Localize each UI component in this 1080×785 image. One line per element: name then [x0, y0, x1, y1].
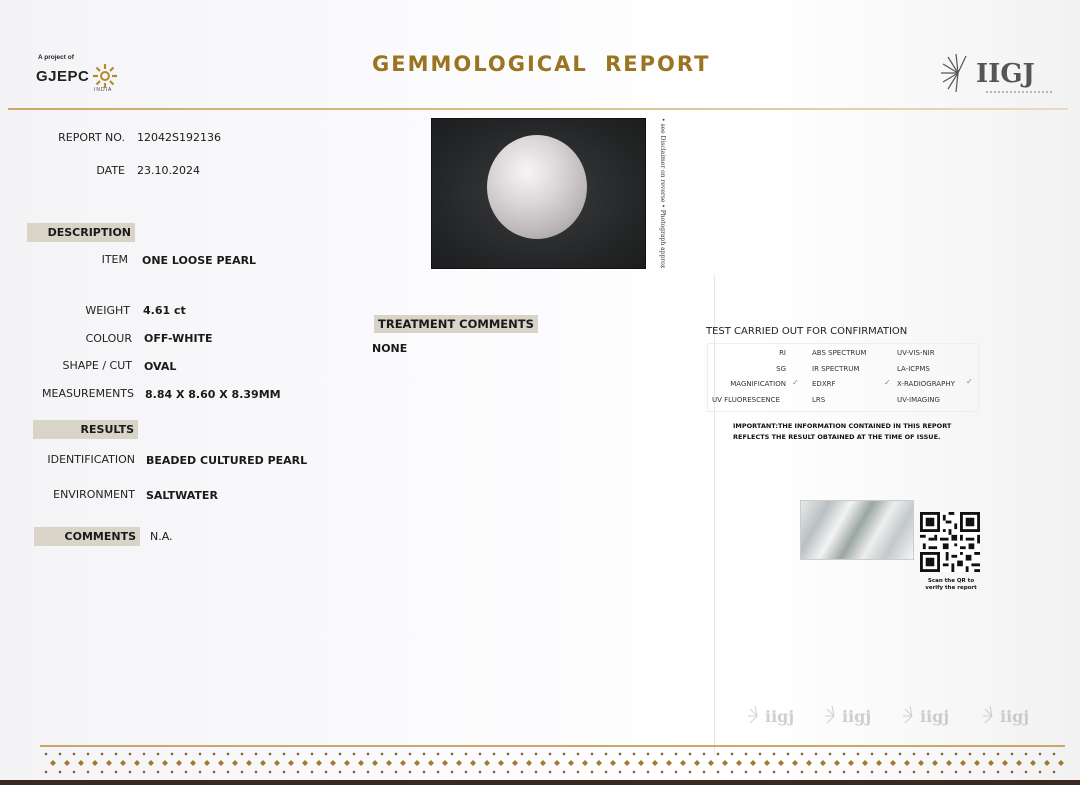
border-diamond	[730, 770, 733, 773]
border-diamond	[394, 770, 397, 773]
check-icon: ✓	[792, 378, 799, 387]
border-diamond	[50, 760, 56, 766]
border-diamond	[862, 760, 868, 766]
border-diamond	[988, 760, 994, 766]
border-diamond	[170, 770, 173, 773]
description-heading: DESCRIPTION	[27, 223, 135, 242]
border-diamond	[688, 752, 691, 755]
border-diamond	[534, 752, 537, 755]
border-diamond	[100, 752, 103, 755]
border-diamond	[904, 760, 910, 766]
check-icon: ✓	[966, 377, 973, 386]
border-diamond	[562, 752, 565, 755]
border-diamond	[484, 760, 490, 766]
border-diamond	[268, 770, 271, 773]
border-diamond	[498, 760, 504, 766]
environment-label: ENVIRONMENT	[53, 488, 135, 501]
border-diamond	[428, 760, 434, 766]
border-diamond	[568, 760, 574, 766]
border-diamond	[310, 770, 313, 773]
border-diamond	[338, 770, 341, 773]
border-diamond	[282, 752, 285, 755]
item-label: ITEM	[101, 253, 128, 266]
border-diamond	[946, 760, 952, 766]
border-diamond	[688, 770, 691, 773]
iigj-watermark	[745, 700, 819, 730]
border-diamond	[512, 760, 518, 766]
border-diamond	[254, 752, 257, 755]
border-diamond	[954, 752, 957, 755]
border-diamond	[646, 770, 649, 773]
border-diamond	[86, 770, 89, 773]
shape-value: OVAL	[144, 360, 177, 373]
colour-value: OFF-WHITE	[144, 332, 213, 345]
border-diamond	[604, 770, 607, 773]
border-diamond	[708, 760, 714, 766]
border-diamond	[968, 752, 971, 755]
border-diamond	[870, 770, 873, 773]
border-diamond	[800, 752, 803, 755]
border-diamond	[912, 770, 915, 773]
test-la-icpms: LA-ICPMS	[897, 365, 930, 373]
border-diamond	[632, 770, 635, 773]
border-diamond	[288, 760, 294, 766]
report-no-label: REPORT NO.	[58, 131, 125, 144]
border-diamond	[120, 760, 126, 766]
test-ir-spectrum: IR SPECTRUM	[812, 365, 860, 373]
header-divider	[8, 108, 1068, 110]
border-diamond	[436, 752, 439, 755]
border-diamond	[652, 760, 658, 766]
border-diamond	[744, 770, 747, 773]
border-diamond	[240, 752, 243, 755]
border-diamond	[758, 770, 761, 773]
treatment-heading: TREATMENT COMMENTS	[374, 315, 538, 333]
border-diamond	[190, 760, 196, 766]
border-diamond	[380, 752, 383, 755]
border-diamond	[576, 752, 579, 755]
border-diamond	[324, 770, 327, 773]
test-uv-fluorescence: UV FLUORESCENCE	[712, 396, 780, 404]
border-diamond	[834, 760, 840, 766]
border-diamond	[638, 760, 644, 766]
border-diamond	[400, 760, 406, 766]
border-diamond	[344, 760, 350, 766]
important-text: THE INFORMATION CONTAINED IN THIS REPORT REFLECTS THE RESULT OBTAINED AT THE TIME OF ISSUE.	[733, 422, 952, 441]
border-diamond	[296, 752, 299, 755]
border-diamond	[526, 760, 532, 766]
border-diamond	[1010, 752, 1013, 755]
border-diamond	[72, 770, 75, 773]
test-ri: RI	[779, 349, 786, 357]
border-diamond	[302, 760, 308, 766]
border-diamond	[1038, 752, 1041, 755]
important-label: IMPORTANT:	[733, 422, 778, 430]
border-diamond	[982, 770, 985, 773]
comments-value: N.A.	[150, 530, 173, 543]
border-diamond	[554, 760, 560, 766]
test-uv-imaging: UV-IMAGING	[897, 396, 940, 404]
border-diamond	[814, 752, 817, 755]
border-diamond	[478, 770, 481, 773]
border-diamond	[618, 770, 621, 773]
border-diamond	[352, 752, 355, 755]
border-diamond	[64, 760, 70, 766]
colour-label: COLOUR	[85, 332, 132, 345]
border-diamond	[730, 752, 733, 755]
border-diamond	[198, 770, 201, 773]
border-diamond	[576, 770, 579, 773]
border-diamond	[114, 770, 117, 773]
border-diamond	[996, 770, 999, 773]
border-diamond	[786, 752, 789, 755]
border-diamond	[1038, 770, 1041, 773]
border-diamond	[338, 752, 341, 755]
border-diamond	[296, 770, 299, 773]
border-diamond	[352, 770, 355, 773]
measurements-value: 8.84 X 8.60 X 8.39MM	[145, 388, 281, 401]
important-note	[733, 421, 981, 443]
border-diamond	[666, 760, 672, 766]
border-diamond	[744, 752, 747, 755]
border-diamond	[358, 760, 364, 766]
border-diamond	[372, 760, 378, 766]
border-diamond	[128, 770, 131, 773]
border-diamond	[386, 760, 392, 766]
weight-value: 4.61 ct	[143, 304, 186, 317]
weight-label: WEIGHT	[85, 304, 130, 317]
border-diamond	[408, 752, 411, 755]
border-diamond	[506, 752, 509, 755]
gjepc-sun-icon	[92, 63, 118, 89]
border-diamond	[100, 770, 103, 773]
border-diamond	[912, 752, 915, 755]
border-diamond	[610, 760, 616, 766]
border-diamond	[814, 770, 817, 773]
test-edxrf: EDXRF	[812, 380, 836, 388]
check-icon: ✓	[884, 378, 891, 387]
border-diamond	[870, 752, 873, 755]
border-diamond	[590, 770, 593, 773]
qr-caption: Scan the QR to verify the report	[925, 578, 977, 591]
border-diamond	[996, 752, 999, 755]
border-diamond	[470, 760, 476, 766]
border-diamond	[366, 770, 369, 773]
border-diamond	[926, 770, 929, 773]
border-diamond	[156, 752, 159, 755]
pearl-image	[487, 135, 587, 239]
border-diamond	[618, 752, 621, 755]
border-diamond	[716, 752, 719, 755]
results-heading: RESULTS	[33, 420, 138, 439]
border-diamond	[520, 752, 523, 755]
test-lrs: LRS	[812, 396, 826, 404]
treatment-value: NONE	[372, 342, 408, 355]
identification-label: IDENTIFICATION	[47, 453, 135, 466]
border-diamond	[198, 752, 201, 755]
border-diamond	[58, 770, 61, 773]
border-diamond	[1052, 770, 1055, 773]
border-diamond	[856, 770, 859, 773]
border-diamond	[674, 752, 677, 755]
border-diamond	[450, 770, 453, 773]
iigj-watermark	[900, 700, 974, 730]
border-diamond	[226, 752, 229, 755]
border-diamond	[848, 760, 854, 766]
lab-logo-text: IIGJ	[976, 59, 1035, 89]
border-diamond	[246, 760, 252, 766]
border-diamond	[750, 760, 756, 766]
border-diamond	[310, 752, 313, 755]
border-diamond	[786, 770, 789, 773]
border-diamond	[414, 760, 420, 766]
tests-title: TEST CARRIED OUT FOR CONFIRMATION	[706, 326, 908, 337]
border-diamond	[548, 752, 551, 755]
border-diamond	[254, 770, 257, 773]
report-no-value: 12042S192136	[137, 131, 221, 144]
comments-heading: COMMENTS	[34, 527, 140, 546]
border-diamond	[1058, 760, 1064, 766]
test-uv-vis-nir: UV-VIS-NIR	[897, 349, 935, 357]
border-diamond	[114, 752, 117, 755]
border-diamond	[1002, 760, 1008, 766]
qr-code[interactable]	[920, 512, 980, 572]
border-diamond	[884, 770, 887, 773]
border-diamond	[1010, 770, 1013, 773]
border-diamond	[876, 760, 882, 766]
border-diamond	[148, 760, 154, 766]
border-diamond	[204, 760, 210, 766]
border-diamond	[806, 760, 812, 766]
border-diamond	[1044, 760, 1050, 766]
border-diamond	[632, 752, 635, 755]
report-title: GEMMOLOGICAL REPORT	[372, 52, 711, 76]
identification-value: BEADED CULTURED PEARL	[146, 454, 308, 467]
svg-text:iigj: iigj	[920, 707, 950, 726]
border-diamond	[1052, 752, 1055, 755]
border-diamond	[778, 760, 784, 766]
border-diamond	[940, 752, 943, 755]
border-diamond	[240, 770, 243, 773]
border-diamond	[394, 752, 397, 755]
border-diamond	[562, 770, 565, 773]
border-diamond	[422, 752, 425, 755]
border-diamond	[974, 760, 980, 766]
gjepc-logo	[36, 54, 118, 93]
border-diamond	[758, 752, 761, 755]
border-diamond	[86, 752, 89, 755]
border-diamond	[792, 760, 798, 766]
tests-grid	[707, 343, 979, 412]
test-abs-spectrum: ABS SPECTRUM	[812, 349, 867, 357]
border-diamond	[1024, 770, 1027, 773]
border-diamond	[422, 770, 425, 773]
decorative-border	[40, 742, 1065, 780]
border-diamond	[940, 770, 943, 773]
border-diamond	[702, 770, 705, 773]
measurements-label: MEASUREMENTS	[42, 387, 134, 400]
border-diamond	[646, 752, 649, 755]
border-diamond	[702, 752, 705, 755]
border-diamond	[534, 770, 537, 773]
test-sg: SG	[776, 365, 786, 373]
border-diamond	[184, 752, 187, 755]
border-diamond	[316, 760, 322, 766]
border-diamond	[1030, 760, 1036, 766]
border-diamond	[78, 760, 84, 766]
border-diamond	[232, 760, 238, 766]
border-diamond	[624, 760, 630, 766]
border-diamond	[1016, 760, 1022, 766]
border-diamond	[884, 752, 887, 755]
border-diamond	[442, 760, 448, 766]
border-diamond	[540, 760, 546, 766]
border-diamond	[268, 752, 271, 755]
border-diamond	[456, 760, 462, 766]
border-diamond	[898, 770, 901, 773]
svg-text:iigj: iigj	[1000, 707, 1030, 726]
border-diamond	[842, 770, 845, 773]
border-diamond	[212, 752, 215, 755]
org-sub: INDIA	[94, 87, 113, 93]
border-diamond	[492, 752, 495, 755]
border-diamond	[660, 752, 663, 755]
border-diamond	[932, 760, 938, 766]
border-diamond	[590, 752, 593, 755]
org-name: GJEPC	[36, 67, 90, 85]
border-diamond	[828, 752, 831, 755]
border-diamond	[772, 752, 775, 755]
project-label: A project of	[38, 54, 74, 61]
iigj-logo	[936, 48, 1056, 98]
test-magnification: MAGNIFICATION	[730, 380, 786, 388]
border-diamond	[722, 760, 728, 766]
border-diamond	[366, 752, 369, 755]
border-diamond	[72, 752, 75, 755]
border-diamond	[596, 760, 602, 766]
border-diamond	[218, 760, 224, 766]
border-diamond	[856, 752, 859, 755]
date-value: 23.10.2024	[137, 164, 200, 177]
border-diamond	[260, 760, 266, 766]
border-diamond	[694, 760, 700, 766]
border-diamond	[58, 752, 61, 755]
border-diamond	[982, 752, 985, 755]
date-label: DATE	[96, 164, 125, 177]
border-diamond	[274, 760, 280, 766]
border-diamond	[408, 770, 411, 773]
border-diamond	[170, 752, 173, 755]
border-diamond	[128, 752, 131, 755]
iigj-watermark	[980, 700, 1054, 730]
border-diamond	[548, 770, 551, 773]
border-diamond	[464, 752, 467, 755]
border-diamond	[1024, 752, 1027, 755]
border-diamond	[134, 760, 140, 766]
photo-side-note: • see Disclaimer on reverse • Photograph approx	[659, 118, 666, 269]
item-value: ONE LOOSE PEARL	[142, 254, 257, 267]
svg-text:iigj: iigj	[842, 707, 872, 726]
shape-label: SHAPE / CUT	[62, 359, 132, 372]
border-diamond	[520, 770, 523, 773]
border-diamond	[176, 760, 182, 766]
border-diamond	[478, 752, 481, 755]
border-diamond	[890, 760, 896, 766]
border-diamond	[898, 752, 901, 755]
border-diamond	[828, 770, 831, 773]
border-diamond	[736, 760, 742, 766]
pearl-photo	[431, 118, 646, 269]
border-diamond	[954, 770, 957, 773]
border-diamond	[330, 760, 336, 766]
border-diamond	[142, 770, 145, 773]
border-diamond	[436, 770, 439, 773]
border-diamond	[44, 770, 47, 773]
border-diamond	[450, 752, 453, 755]
border-diamond	[716, 770, 719, 773]
border-diamond	[582, 760, 588, 766]
border-diamond	[324, 752, 327, 755]
border-diamond	[506, 770, 509, 773]
border-diamond	[674, 770, 677, 773]
border-diamond	[226, 770, 229, 773]
border-diamond	[282, 770, 285, 773]
border-diamond	[960, 760, 966, 766]
border-diamond	[212, 770, 215, 773]
border-diamond	[918, 760, 924, 766]
border-diamond	[660, 770, 663, 773]
border-diamond	[842, 752, 845, 755]
border-diamond	[464, 770, 467, 773]
border-diamond	[92, 760, 98, 766]
border-diamond	[820, 760, 826, 766]
iigj-watermark	[822, 700, 896, 730]
border-diamond	[968, 770, 971, 773]
border-diamond	[162, 760, 168, 766]
border-diamond	[380, 770, 383, 773]
border-diamond	[492, 770, 495, 773]
border-diamond	[772, 770, 775, 773]
environment-value: SALTWATER	[146, 489, 218, 502]
border-diamond	[800, 770, 803, 773]
border-diamond	[764, 760, 770, 766]
border-diamond	[44, 752, 47, 755]
border-diamond	[680, 760, 686, 766]
border-diamond	[926, 752, 929, 755]
border-diamond	[142, 752, 145, 755]
border-diamond	[106, 760, 112, 766]
border-diamond	[184, 770, 187, 773]
svg-text:iigj: iigj	[765, 707, 795, 726]
border-diamond	[604, 752, 607, 755]
border-diamond	[156, 770, 159, 773]
test-x-radiography: X-RADIOGRAPHY	[897, 380, 955, 388]
hologram-sticker	[800, 500, 914, 560]
